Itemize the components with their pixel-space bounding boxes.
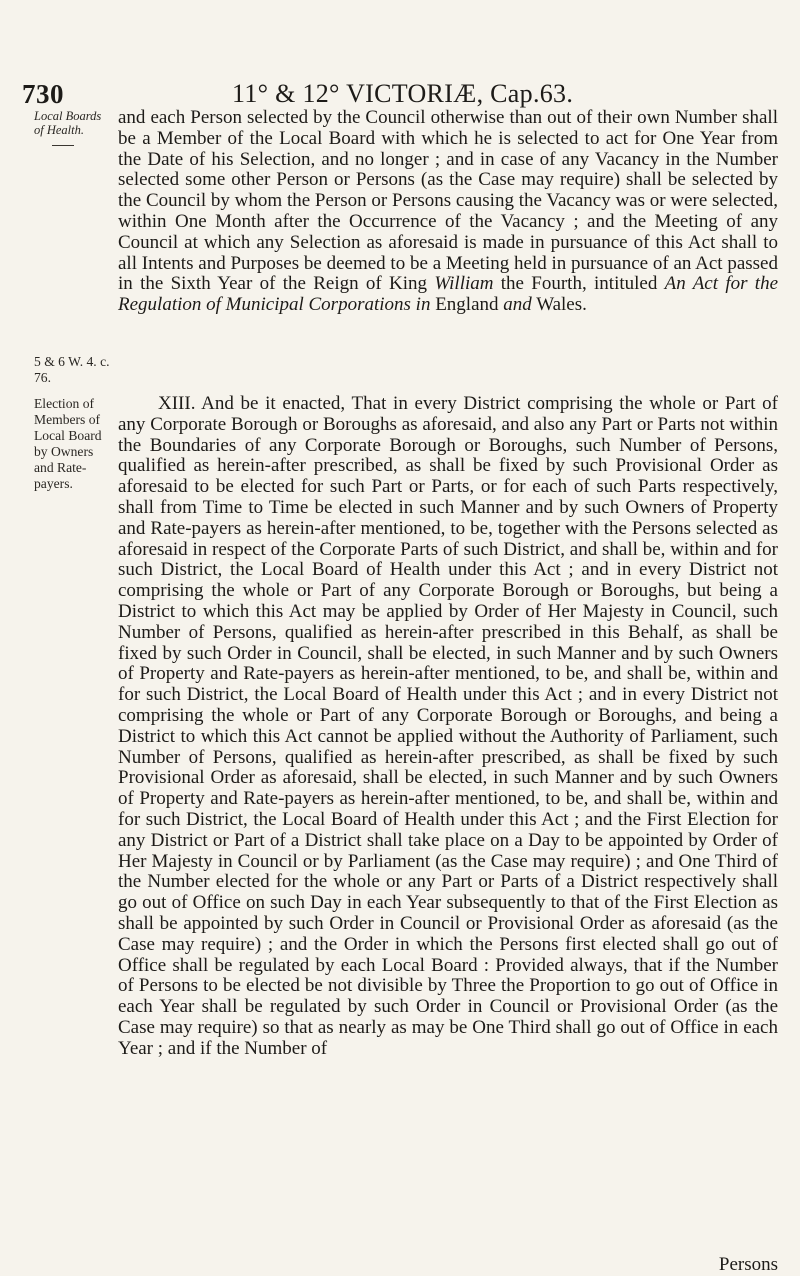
- margin-statute-ref: 5 & 6 W. 4. c. 76.: [34, 354, 110, 385]
- catchword: Persons: [718, 1254, 778, 1275]
- page-number: 730: [22, 79, 64, 109]
- p1-text-d: Wales.: [531, 294, 587, 316]
- p1-act-title: An Act for the Regulation of Municipal Corporations in: [118, 273, 778, 316]
- p1-text-a: and each Person selected by the Council otherwise than out of their own Number shall be a Member of the Local Board with which he is selected to act for One Year from the Date of his Selection, and no longer ; and in case of any Vacancy in the Number selected some other Person or Persons (as the Case may require) shall be selected by the Council by whom the Person or Persons causing the Vacancy was or were selected, within One Month after the Occurrence of the Vacancy ; and the Meeting of any Council at which any Selection as aforesaid is made in pursuance of this Act shall to all Intents and Purposes be deemed to be a Meeting held in pursuance of an Act passed in the Sixth Year of the Reign of King: [118, 107, 778, 295]
- margin-rule: [52, 145, 74, 146]
- section-xiii-paragraph: XIII. And be it enacted, That in every District comprising the whole or Part of any Corporate Borough or Boroughs as aforesaid, and also any Part or Parts not within the Boundaries of any Corporate Borough or Boroughs, such Number of Persons, qualified as herein-after prescribed, as shall be fixed by such Provisional Order as aforesaid to be elected for such Part or Parts, or for each of such Parts respectively, shall from Time to Time be elected in such Manner and by such Owners of Property and Rate-payers as herein-after mentioned, to be, together with the Persons selected as aforesaid in respect of the Corporate Parts of such District, and shall be, within and for such District, the Local Board of Health under this Act ; and in every District not comprising the whole or Part of any Corporate Borough or Boroughs, but being a District to which this Act may be applied by Order of Her Majesty in Council, such Number of Persons, qualified as herein-after prescribed in this Behalf, as shall be fixed by such Order in Council, shall be elected, in such Manner and by such Owners of Property and Rate-payers as herein-after mentioned, to be, and shall be, within and for such District, the Local Board of Health under this Act ; and in every District not comprising the whole or Part of any Corporate Borough or Boroughs, and being a District to which this Act cannot be applied without the Authority of Parliament, such Number of Persons, qualified as herein-after prescribed, as shall be fixed by such Provisional Order as aforesaid, shall be elected, in such Manner and by such Owners of Property and Rate-payers as herein-after mentioned, to be, and shall be, within and for such District, the Local Board of Health under this Act ; and the First Election for any District or Part of a District shall take place on a Day to be appointed by Order of Her Majesty in Council or by Parliament (as the Case may require) ; and One Third of the Number elected for the whole or any Part or Parts of a District respectively shall go out of Office on such Day in each Year subsequently to that of the First Election as shall be appointed by such Order in Council or Provisional Order as aforesaid (as the Case may require) ; and the Order in which the Persons first elected shall go out of Office shall be regulated by each Local Board : Provided always, that if the Number of Persons to be elected be not divisible by Three the Proportion to go out of Office in each Year shall be regulated by such Order in Council or Provisional Order (as the Case may require) so that as nearly as may be One Third shall go out of Office in each Year ; and if the Number of: [118, 393, 778, 1059]
- margin-section-title: Local Boards of Health.: [34, 109, 102, 137]
- p1-king-name: William: [434, 273, 494, 295]
- paragraph-continuation: [118, 108, 778, 316]
- p1-text-c: England: [430, 294, 504, 316]
- p1-and: and: [503, 294, 532, 316]
- margin-note-election: Election of Members of Local Board by Owners and Rate-payers.: [34, 396, 102, 491]
- running-title: 11° & 12° VICTORIÆ, Cap.63.: [232, 79, 574, 108]
- p1-text-b: the Fourth, intituled: [493, 273, 665, 295]
